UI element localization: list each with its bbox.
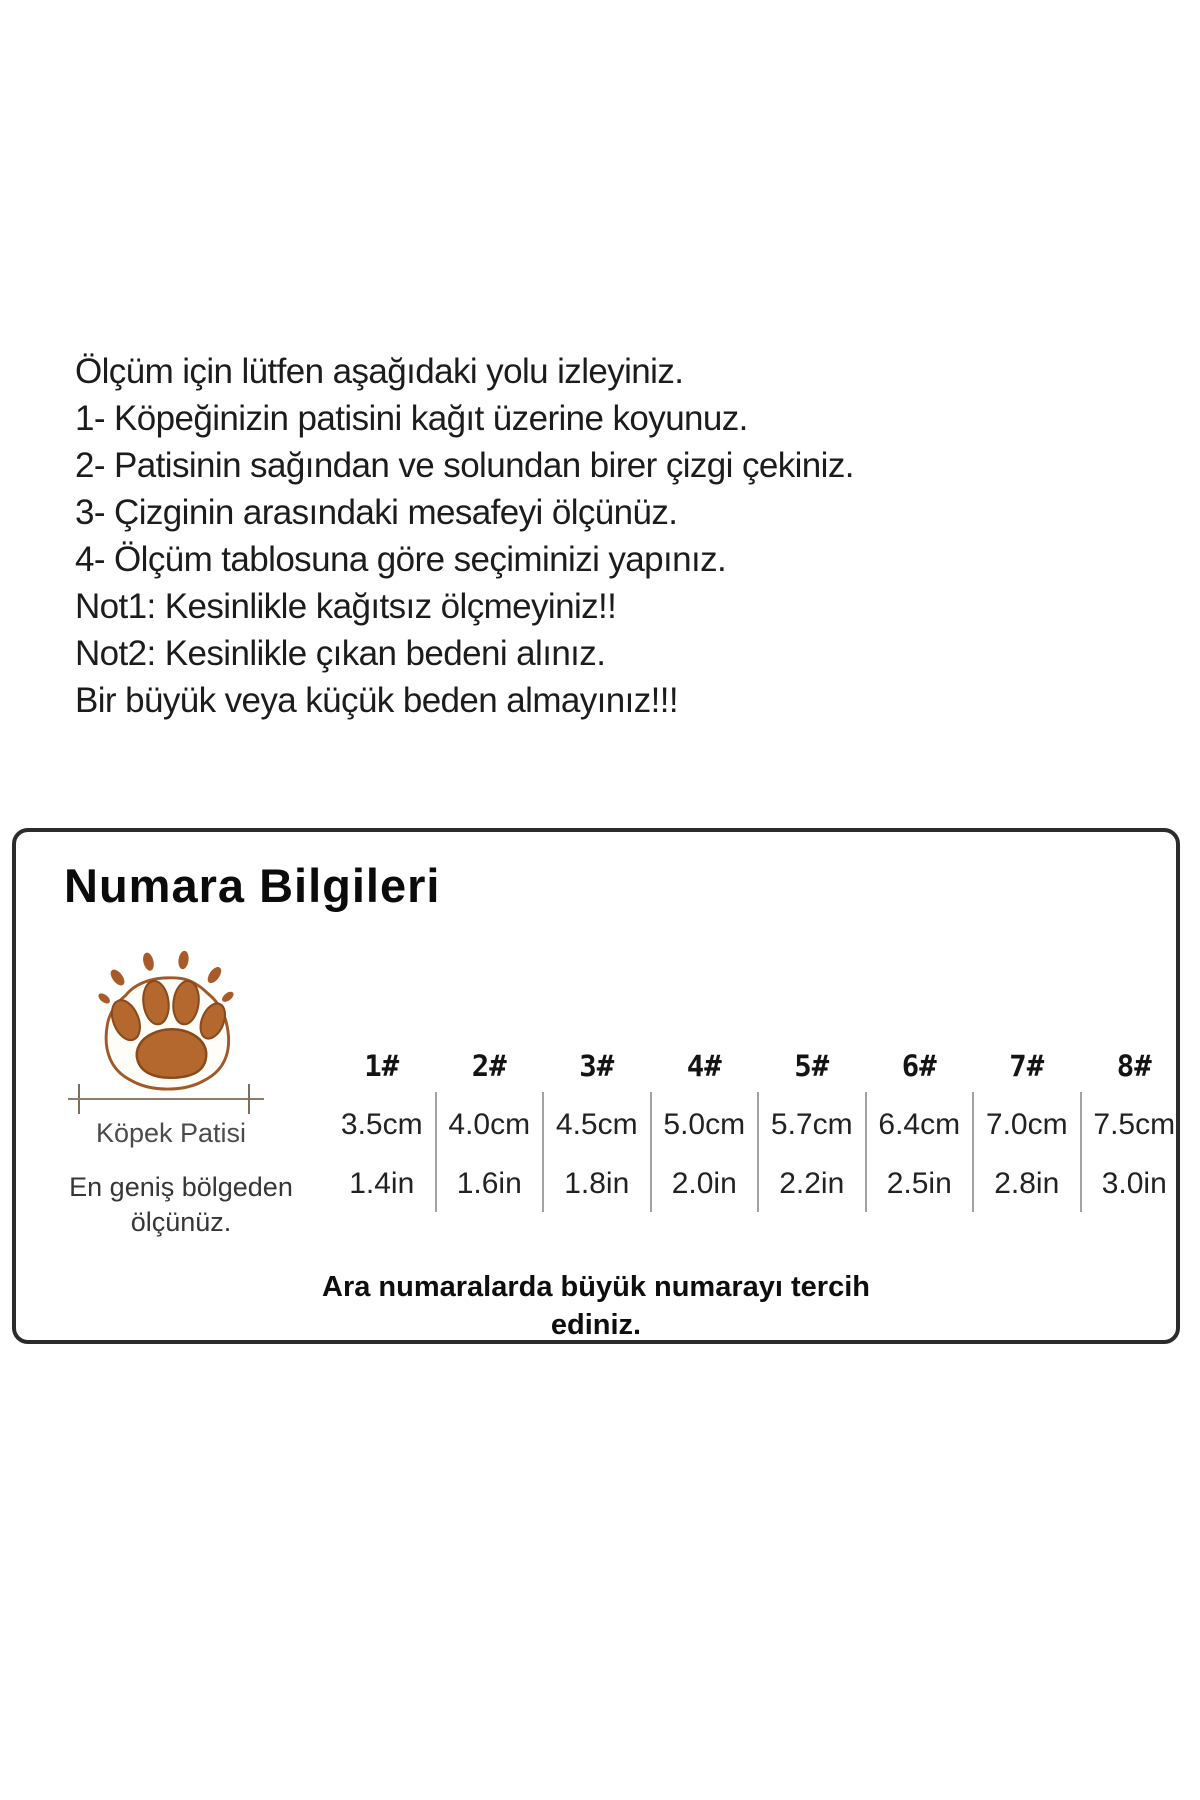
instruction-line: 4- Ölçüm tablosuna göre seçiminizi yapınız. — [75, 540, 727, 579]
instruction-line: Not2: Kesinlikle çıkan bedeni alınız. — [75, 634, 606, 673]
size-note — [16, 1268, 1176, 1344]
size-cm-value: 7.5cm — [1093, 1108, 1176, 1141]
size-cm-value: 4.5cm — [555, 1108, 638, 1141]
measure-tick-right — [248, 1084, 250, 1114]
size-in-value: 1.8in — [564, 1167, 630, 1200]
size-cm-value: 4.0cm — [448, 1108, 531, 1141]
size-cm-value: 6.4cm — [878, 1108, 961, 1141]
size-in-value: 2.5in — [886, 1167, 952, 1200]
measure-note-line: En geniş bölgeden — [69, 1172, 293, 1202]
paw-caption: Köpek Patisi — [95, 1118, 247, 1148]
size-header: 2# — [471, 1049, 507, 1083]
instruction-line: 3- Çizginin arasındaki mesafeyi ölçünüz. — [75, 493, 678, 532]
size-column — [328, 1044, 436, 1216]
dog-paw-icon — [76, 950, 256, 1092]
measure-note — [36, 1170, 326, 1240]
size-note-line: ediniz. — [550, 1309, 642, 1341]
size-header: 3# — [579, 1049, 615, 1083]
size-column — [436, 1044, 544, 1216]
size-column — [758, 1044, 866, 1216]
size-in-value: 1.4in — [349, 1167, 415, 1200]
instruction-line: Ölçüm için lütfen aşağıdaki yolu izleyiniz. — [75, 352, 684, 391]
size-in-value: 2.8in — [994, 1167, 1060, 1200]
measure-bar — [68, 1098, 264, 1100]
width-measure-line — [68, 1084, 264, 1114]
size-column — [651, 1044, 759, 1216]
size-cm-value: 3.5cm — [340, 1108, 423, 1141]
size-header: 6# — [901, 1049, 937, 1083]
size-header: 1# — [364, 1049, 400, 1083]
size-info-panel — [12, 828, 1180, 1344]
size-in-value: 2.0in — [671, 1167, 737, 1200]
size-cm-value: 5.7cm — [770, 1108, 853, 1141]
measure-note-line: ölçünüz. — [130, 1207, 232, 1237]
instruction-line: Not1: Kesinlikle kağıtsız ölçmeyiniz!! — [75, 587, 617, 626]
size-note-line: Ara numaralarda büyük numarayı tercih — [322, 1271, 870, 1303]
size-cm-value: 7.0cm — [985, 1108, 1068, 1141]
instruction-line: 1- Köpeğinizin patisini kağıt üzerine koyunuz. — [75, 399, 748, 438]
instruction-line: Bir büyük veya küçük beden almayınız!!! — [75, 681, 679, 720]
size-header: 4# — [686, 1049, 722, 1083]
size-cm-value: 5.0cm — [663, 1108, 746, 1141]
panel-title: Numara Bilgileri — [64, 859, 441, 912]
size-in-value: 3.0in — [1101, 1167, 1167, 1200]
size-column — [1081, 1044, 1189, 1216]
size-table — [328, 1044, 1188, 1216]
size-header: 8# — [1116, 1049, 1152, 1083]
size-column — [543, 1044, 651, 1216]
instruction-line: 2- Patisinin sağından ve solundan birer çizgi çekiniz. — [75, 446, 854, 485]
size-header: 5# — [794, 1049, 830, 1083]
instructions-block — [75, 348, 854, 724]
size-header: 7# — [1009, 1049, 1045, 1083]
size-in-value: 2.2in — [779, 1167, 845, 1200]
dog-paw-svg — [76, 950, 256, 1092]
size-column — [973, 1044, 1081, 1216]
size-in-value: 1.6in — [456, 1167, 522, 1200]
size-column — [866, 1044, 974, 1216]
